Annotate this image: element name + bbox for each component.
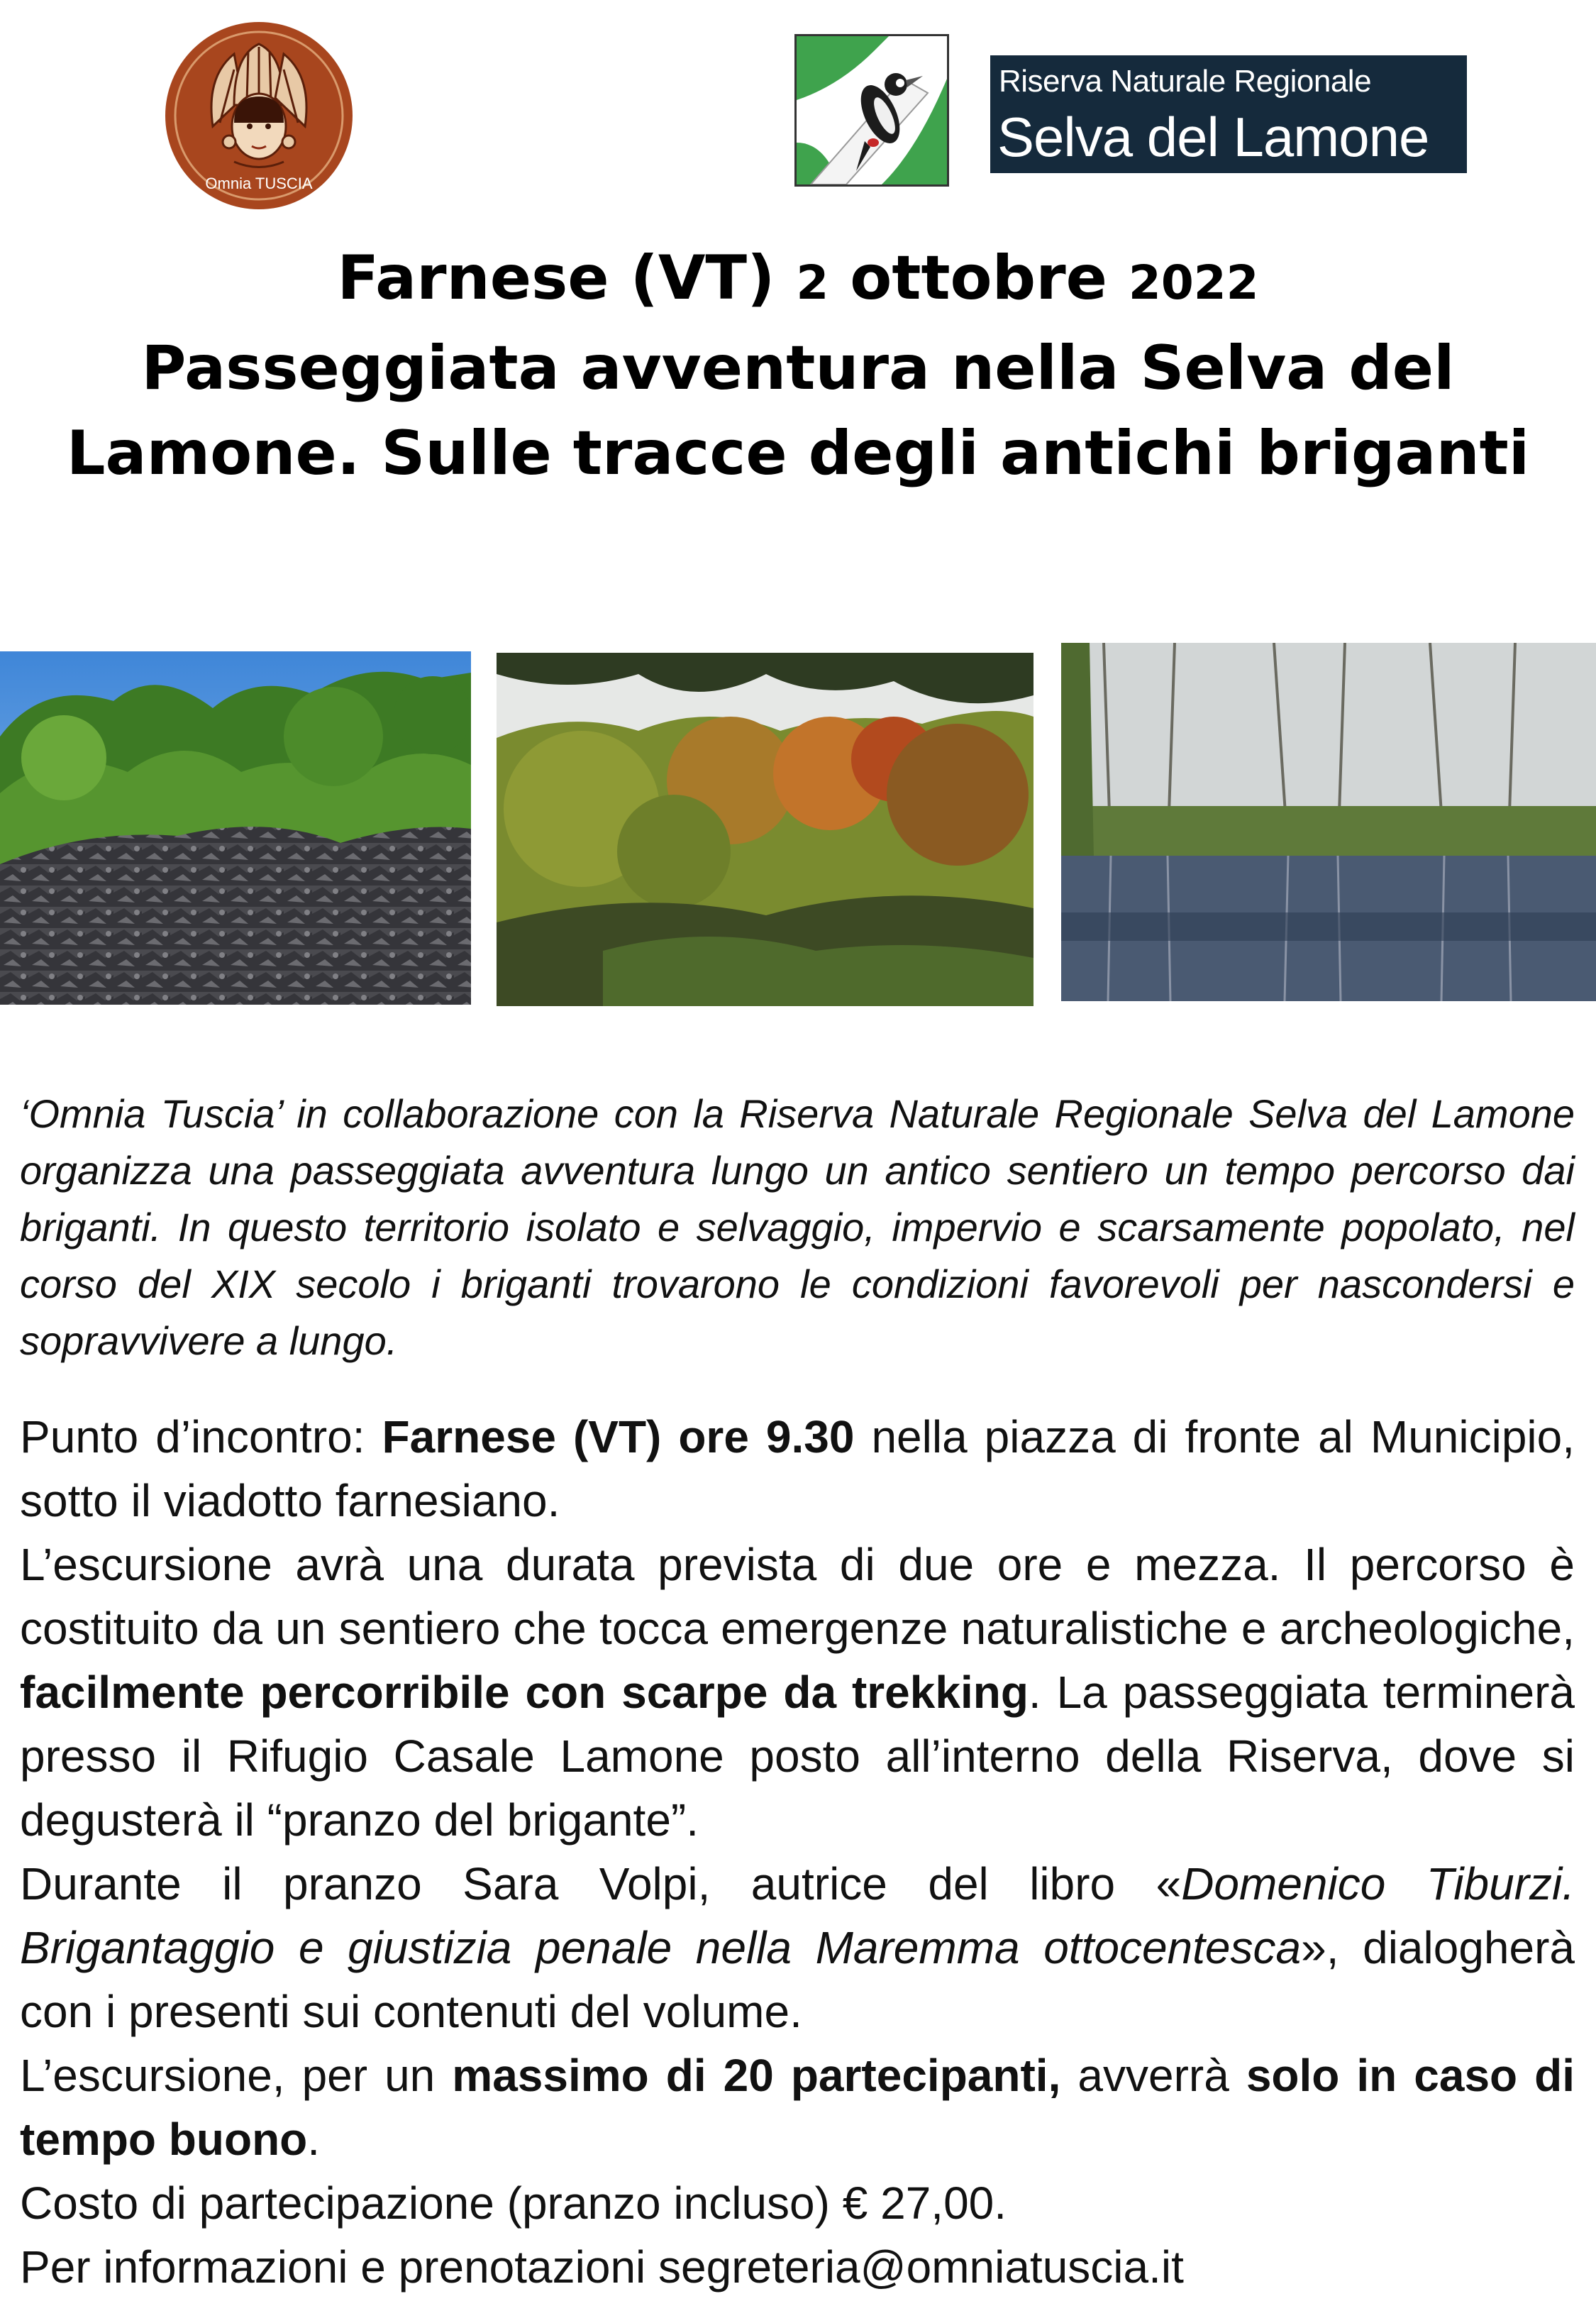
event-details <box>20 1405 1575 2299</box>
page-title <box>43 236 1553 496</box>
difficulty-note: facilmente percorribile con scarpe da trekking <box>20 1667 1029 1718</box>
participants-paragraph: L’escursione, per un massimo di 20 partecipanti, avverrà solo in caso di tempo buono. <box>20 2050 1575 2165</box>
title-line-2: Passeggiata avventura nella Selva del <box>141 333 1455 404</box>
book-title: Domenico Tiburzi. Brigantaggio e giustizia penale nella Maremma ottocentesca <box>20 1858 1575 1973</box>
photo-lava-rocks <box>0 651 471 1005</box>
title-day: 2 <box>796 255 829 310</box>
title-place: Farnese (VT) <box>337 243 775 314</box>
selva-logo-subtitle: Riserva Naturale Regionale <box>999 64 1372 99</box>
title-year: 2022 <box>1128 255 1259 310</box>
meeting-place-time: Farnese (VT) ore 9.30 <box>382 1411 855 1462</box>
omnia-logo-text: Omnia TUSCIA <box>205 175 313 192</box>
title-line-1 <box>43 236 1553 326</box>
contact-paragraph: Per informazioni e prenotazioni segreteria@omniatuscia.it <box>20 2241 1184 2293</box>
max-participants: massimo di 20 partecipanti, <box>452 2050 1061 2101</box>
title-line-3: Lamone. Sulle tracce degli antichi briganti <box>66 418 1530 489</box>
title-month: ottobre <box>850 243 1107 314</box>
lunch-talk-paragraph: Durante il pranzo Sara Volpi, autrice del libro «Domenico Tiburzi. Brigantaggio e giustizia penale nella Maremma ottocentesca», dialogherà con i presenti sui contenuti del volume. <box>20 1858 1575 2037</box>
omnia-tuscia-logo <box>163 20 355 211</box>
photo-forest-pond <box>1061 643 1596 1001</box>
photo-autumn-forest <box>497 653 1033 1006</box>
weather-condition: solo in caso di tempo buono <box>20 2050 1575 2165</box>
selva-logo-name: Selva del Lamone <box>997 106 1429 168</box>
selva-del-lamone-logo <box>990 55 1467 173</box>
cost-paragraph: Costo di partecipazione (pranzo incluso) € 27,00. <box>20 2178 1007 2229</box>
meeting-point-paragraph: Punto d’incontro: Farnese (VT) ore 9.30 nella piazza di fronte al Municipio, sotto il viadotto farnesiano. <box>20 1411 1575 1526</box>
excursion-description-paragraph: L’escursione avrà una durata prevista di due ore e mezza. Il percorso è costituito da un sentiero che tocca emergenze naturalistiche e archeologiche, facilmente percorribile con scarpe da trekking. La passeggiata terminerà presso il Rifugio Casale Lamone posto all’interno della Riserva, dove si degusterà il “pranzo del brigante”. <box>20 1539 1575 1846</box>
intro-paragraph: ‘Omnia Tuscia’ in collaborazione con la Riserva Naturale Regionale Selva del Lamone organizza una passeggiata avventura lungo un antico sentiero un tempo percorso dai briganti. In questo territorio isolato e selvaggio, impervio e scarsamente popolato, nel corso del XIX secolo i briganti trovarono le condizioni favorevoli per nascondersi e sopravvivere a lungo. <box>20 1091 1575 1363</box>
woodpecker-logo <box>794 34 949 187</box>
